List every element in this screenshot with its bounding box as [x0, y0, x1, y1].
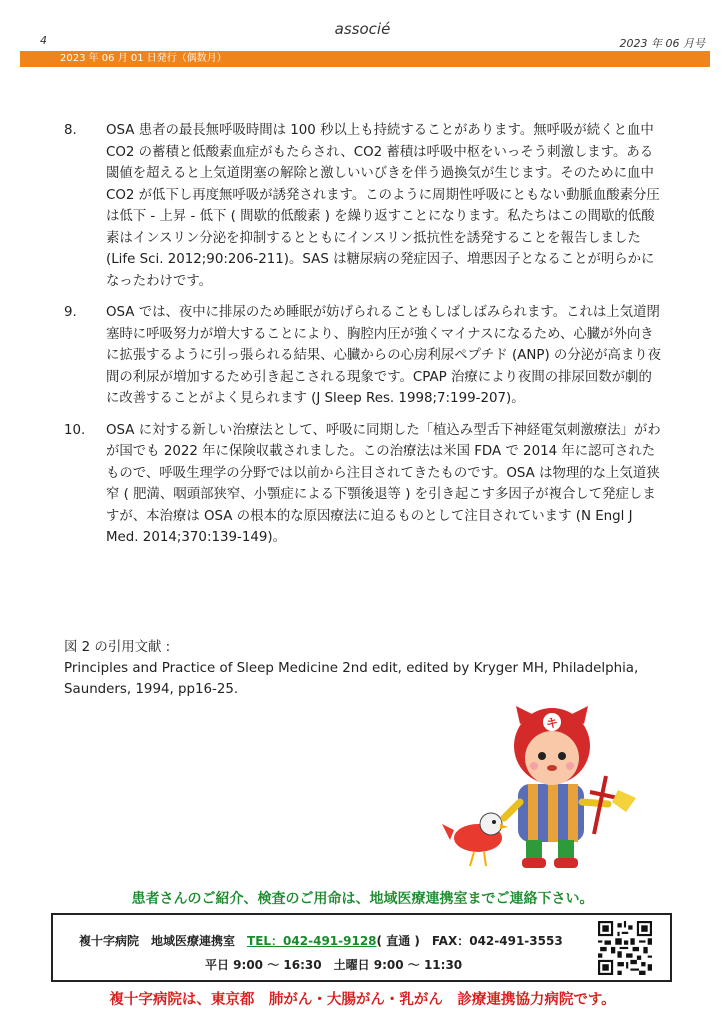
item-text: OSA に対する新しい治療法として、呼吸に同期した「植込み型舌下神経電気刺激療法」がわが国でも 2022 年に保険収載されました。この治療法は米国 FDA で 2014 年に認可されたもので、呼吸生理学の分野では以前から注目されてきたものです。OSA は物理的な上気道狭窄 ( 肥満、咽頭部狭窄、小顎症による下顎後退等 ) を引き起こす多因子が複合して発症しますが、本治療は OSA の根本的な原因療法に迫るものとして注目されています (N Engl J Med. 2014;370:139-149)。: [106, 422, 661, 545]
newsletter-title: associé: [334, 20, 391, 38]
header-bar: [20, 51, 710, 67]
footer-notice: 複十字病院は、東京都 肺がん・大腸がん・乳がん 診療連携協力病院です。: [109, 992, 616, 1008]
item-text: OSA では、夜中に排尿のため睡眠が妨げられることもしばしばみられます。これは上気道閉塞時に呼吸努力が増大することにより、胸腔内圧が強くマイナスになるため、心臓が外向きに拡張するように引っ張られる結果、心臓からの心房利尿ペプチド (ANP) の分泌が高まり夜間の利尿が増加するため引き起こされる現象です。CPAP 治療により夜間の排尿回数が劇的に改善することがよく見られます (J Sleep Res. 1998;7:199-207)。: [106, 305, 662, 406]
item-number: 10.: [64, 422, 86, 438]
department-name: 地域医療連携室: [151, 934, 236, 948]
publish-date: 2023 年 06 月 01 日発行（偶数月）: [60, 53, 227, 64]
item-number: 8.: [64, 123, 77, 138]
mascot-illustration-icon: [436, 706, 646, 876]
qr-code-icon[interactable]: [598, 921, 652, 975]
citation: [64, 637, 674, 700]
numbered-list: [64, 120, 664, 559]
page-number: 4: [40, 34, 47, 47]
item-number: 9.: [64, 305, 77, 320]
tel-note: ( 直通 ): [376, 934, 420, 948]
citation-text: Principles and Practice of Sleep Medicine 2nd edit, edited by Kryger MH, Philadelphia, Saunders, 1994, pp16-25.: [64, 661, 639, 697]
list-item: [64, 420, 664, 549]
tel-link[interactable]: TEL：042-491-9128: [247, 934, 377, 948]
office-hours: 平日 9:00 ～ 16:30 土曜日 9:00 ～ 11:30: [205, 958, 463, 972]
referral-notice: 患者さんのご紹介、検査のご用命は、地域医療連携室までご連絡下さい。: [131, 891, 594, 907]
citation-label: 図 2 の引用文献 :: [64, 640, 171, 655]
list-item: [64, 120, 664, 292]
hospital-name: 複十字病院: [79, 934, 140, 948]
item-text: OSA 患者の最長無呼吸時間は 100 秒以上も持続することがあります。無呼吸が続くと血中 CO2 の蓄積と低酸素血症がもたらされ、CO2 蓄積は呼吸中枢をいっそう刺激します。ある閾値を超えると上気道閉塞の解除と激しいいびきを伴う過換気が生じます。そのために血中 CO2 が低下し再度無呼吸が誘発されます。このように周期性呼吸にともない動脈血酸素分圧は低下 - 上昇 - 低下 ( 間歇的低酸素 ) を繰り返すことになります。私たちはこの間歇的低酸素はインスリン分泌を抑制するとともにインスリン抵抗性を誘発することを報告しました (Life Sci. 2012;90:206-211)。SAS は糖尿病の発症因子、増悪因子となることが明らかになったわけです。: [106, 123, 660, 289]
mascot-badge: キ: [545, 716, 559, 730]
contact-box: [51, 913, 672, 982]
issue-label: 2023 年 06 月号: [619, 37, 705, 50]
fax-number: FAX：042-491-3553: [431, 934, 563, 948]
bird-icon: [442, 813, 508, 866]
list-item: [64, 302, 664, 410]
contact-line: [79, 932, 563, 949]
